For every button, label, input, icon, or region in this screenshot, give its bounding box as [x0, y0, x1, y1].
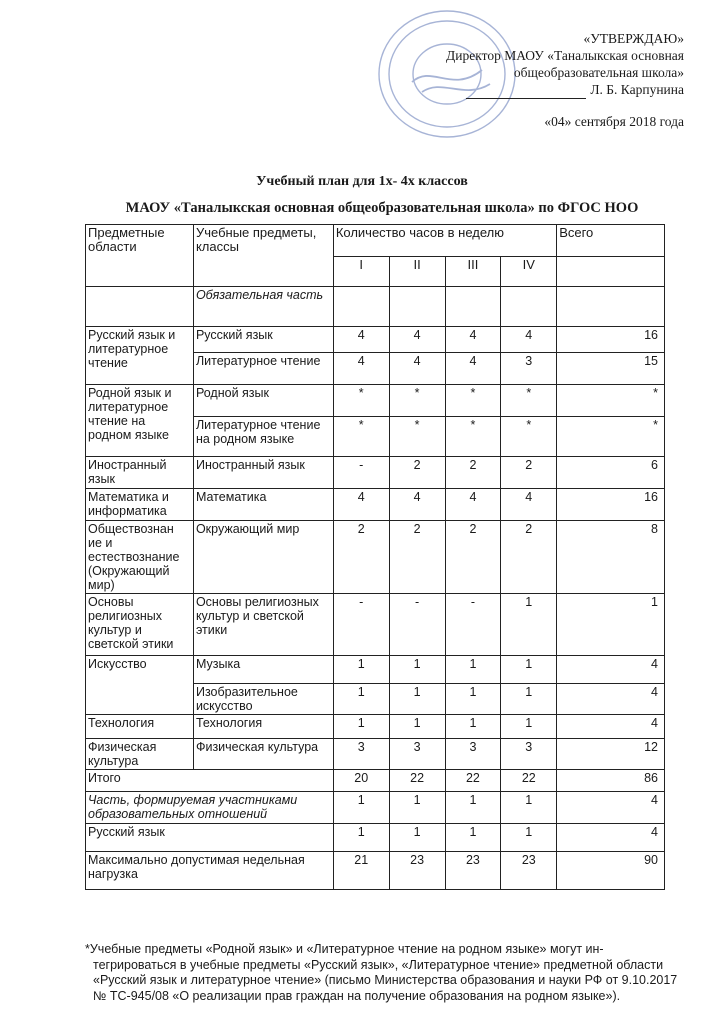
- curriculum-table: [85, 224, 665, 890]
- header-grade-1: I: [333, 257, 389, 287]
- hours-cell-grade-3: 4: [445, 489, 501, 521]
- footnote-line-4: № ТС-945/08 «О реализации прав граждан на получение образования на родном языке»).: [93, 988, 621, 1003]
- subject-cell: Окружающий мир: [193, 521, 333, 594]
- summary-total: 4: [557, 792, 665, 824]
- hours-cell-grade-3: 2: [445, 457, 501, 489]
- subject-cell: Родной язык: [193, 385, 333, 417]
- hours-cell-grade-2: *: [389, 385, 445, 417]
- hours-cell-grade-3: 1: [445, 656, 501, 684]
- summary-label: Максимально допустимая недельная нагрузка: [86, 852, 334, 890]
- hours-cell-grade-3: 1: [445, 684, 501, 715]
- summary-hours-grade-4: 1: [501, 824, 557, 852]
- hours-cell-grade-3: 1: [445, 715, 501, 739]
- header-subject-area: Предметные области: [86, 225, 194, 287]
- summary-label: Часть, формируемая участниками образовательных отношений: [86, 792, 334, 824]
- hours-cell-grade-3: -: [445, 594, 501, 656]
- summary-total: 86: [557, 770, 665, 792]
- mandatory-part-label: Обязательная часть: [193, 287, 333, 327]
- hours-cell-grade-3: *: [445, 385, 501, 417]
- table-row: [86, 327, 665, 353]
- hours-cell-grade-1: -: [333, 457, 389, 489]
- mandatory-blank-cell: [557, 287, 665, 327]
- hours-cell-grade-1: 1: [333, 715, 389, 739]
- hours-cell-grade-1: 1: [333, 656, 389, 684]
- total-cell: 6: [557, 457, 665, 489]
- total-cell: 4: [557, 684, 665, 715]
- summary-hours-grade-2: 22: [389, 770, 445, 792]
- mandatory-area-blank: [86, 287, 194, 327]
- hours-cell-grade-2: 3: [389, 739, 445, 770]
- document-subtitle: МАОУ «Таналыкская основная общеобразовательная школа» по ФГОС НОО: [125, 200, 639, 216]
- hours-cell-grade-3: 2: [445, 521, 501, 594]
- mandatory-blank-cell: [501, 287, 557, 327]
- summary-hours-grade-2: 1: [389, 792, 445, 824]
- hours-cell-grade-4: 2: [501, 521, 557, 594]
- hours-cell-grade-3: 4: [445, 353, 501, 385]
- total-cell: 16: [557, 489, 665, 521]
- mandatory-blank-cell: [445, 287, 501, 327]
- hours-cell-grade-1: 4: [333, 489, 389, 521]
- approval-heading: «УТВЕРЖДАЮ»: [583, 31, 684, 46]
- header-grade-4: IV: [501, 257, 557, 287]
- total-cell: 4: [557, 656, 665, 684]
- hours-cell-grade-4: 3: [501, 353, 557, 385]
- footnote-line-3: «Русский язык и литературное чтение» (письмо Министерства образования и науки РФ от 9.10.2017: [93, 973, 678, 987]
- header-subject: Учебные предметы, классы: [193, 225, 333, 287]
- table-row: [86, 489, 665, 521]
- hours-cell-grade-2: 1: [389, 684, 445, 715]
- total-cell: 16: [557, 327, 665, 353]
- hours-cell-grade-1: 4: [333, 353, 389, 385]
- hours-cell-grade-2: 2: [389, 521, 445, 594]
- summary-hours-grade-3: 23: [445, 852, 501, 890]
- summary-hours-grade-4: 23: [501, 852, 557, 890]
- summary-hours-grade-1: 20: [333, 770, 389, 792]
- hours-cell-grade-2: 4: [389, 327, 445, 353]
- subject-area-cell: Математика и информатика: [86, 489, 194, 521]
- hours-cell-grade-1: *: [333, 417, 389, 457]
- approval-position-line2: общеобразовательная школа»: [513, 65, 684, 80]
- footnote-line-2: тегрироваться в учебные предметы «Русский язык», «Литературное чтение» предметной области: [93, 957, 664, 972]
- summary-hours-grade-4: 1: [501, 792, 557, 824]
- hours-cell-grade-4: *: [501, 417, 557, 457]
- hours-cell-grade-2: 2: [389, 457, 445, 489]
- table-row: [86, 715, 665, 739]
- total-cell: 4: [557, 715, 665, 739]
- footnote-line-1: *Учебные предметы «Родной язык» и «Литературное чтение на родном языке» могут ин-: [85, 942, 604, 956]
- table-row: [86, 385, 665, 417]
- subject-cell: Иностранный язык: [193, 457, 333, 489]
- summary-row: [86, 792, 665, 824]
- approval-signature-line: [446, 81, 684, 99]
- header-hours-per-week: Количество часов в неделю: [333, 225, 556, 257]
- hours-cell-grade-2: 1: [389, 656, 445, 684]
- hours-cell-grade-1: -: [333, 594, 389, 656]
- summary-hours-grade-4: 22: [501, 770, 557, 792]
- total-cell: 1: [557, 594, 665, 656]
- hours-cell-grade-2: 4: [389, 353, 445, 385]
- summary-row: [86, 824, 665, 852]
- table-row: [86, 594, 665, 656]
- subject-area-cell: Технология: [86, 715, 194, 739]
- subject-area-cell: Родной язык и литературное чтение на родном языке: [86, 385, 194, 457]
- hours-cell-grade-2: 1: [389, 715, 445, 739]
- summary-label: Итого: [86, 770, 334, 792]
- hours-cell-grade-1: *: [333, 385, 389, 417]
- total-cell: *: [557, 385, 665, 417]
- hours-cell-grade-4: *: [501, 385, 557, 417]
- footnote: [85, 942, 717, 1004]
- mandatory-blank-cell: [389, 287, 445, 327]
- subject-area-cell: Физическая культура: [86, 739, 194, 770]
- subject-cell: Физическая культура: [193, 739, 333, 770]
- subject-area-cell: Искусство: [86, 656, 194, 715]
- summary-row: [86, 770, 665, 792]
- signer-name: Л. Б. Карпунина: [590, 82, 684, 97]
- hours-cell-grade-4: 4: [501, 489, 557, 521]
- total-cell: 12: [557, 739, 665, 770]
- approval-block: [446, 30, 684, 130]
- hours-cell-grade-1: 2: [333, 521, 389, 594]
- subject-cell: Литературное чтение на родном языке: [193, 417, 333, 457]
- subject-area-cell: Русский язык и литературное чтение: [86, 327, 194, 385]
- subject-area-cell: Обществознан ие и естествознание (Окружающий мир): [86, 521, 194, 594]
- mandatory-part-row: [86, 287, 665, 327]
- subject-cell: Музыка: [193, 656, 333, 684]
- header-grade-3: III: [445, 257, 501, 287]
- hours-cell-grade-4: 3: [501, 739, 557, 770]
- hours-cell-grade-2: *: [389, 417, 445, 457]
- hours-cell-grade-4: 4: [501, 327, 557, 353]
- document-title: Учебный план для 1х- 4х классов: [256, 174, 468, 189]
- signature-blank: [466, 81, 586, 99]
- hours-cell-grade-4: 1: [501, 656, 557, 684]
- subject-cell: Изобразительное искусство: [193, 684, 333, 715]
- summary-hours-grade-1: 1: [333, 792, 389, 824]
- header-total-blank: [557, 257, 665, 287]
- hours-cell-grade-2: 4: [389, 489, 445, 521]
- summary-total: 90: [557, 852, 665, 890]
- subject-cell: Литературное чтение: [193, 353, 333, 385]
- hours-cell-grade-4: 1: [501, 715, 557, 739]
- total-cell: *: [557, 417, 665, 457]
- summary-hours-grade-3: 22: [445, 770, 501, 792]
- approval-date: «04» сентября 2018 года: [544, 114, 684, 129]
- hours-cell-grade-3: 3: [445, 739, 501, 770]
- hours-cell-grade-2: -: [389, 594, 445, 656]
- subject-cell: Русский язык: [193, 327, 333, 353]
- summary-hours-grade-1: 21: [333, 852, 389, 890]
- hours-cell-grade-4: 1: [501, 594, 557, 656]
- table-row: [86, 739, 665, 770]
- header-total: Всего: [557, 225, 665, 257]
- hours-cell-grade-3: *: [445, 417, 501, 457]
- header-grade-2: II: [389, 257, 445, 287]
- subject-area-cell: Основы религиозных культур и светской этики: [86, 594, 194, 656]
- subject-area-cell: Иностранный язык: [86, 457, 194, 489]
- summary-hours-grade-1: 1: [333, 824, 389, 852]
- total-cell: 15: [557, 353, 665, 385]
- table-row: [86, 457, 665, 489]
- subject-cell: Технология: [193, 715, 333, 739]
- summary-hours-grade-3: 1: [445, 792, 501, 824]
- summary-label: Русский язык: [86, 824, 334, 852]
- summary-row: [86, 852, 665, 890]
- subject-cell: Основы религиозных культур и светской этики: [193, 594, 333, 656]
- hours-cell-grade-1: 3: [333, 739, 389, 770]
- hours-cell-grade-3: 4: [445, 327, 501, 353]
- approval-position-line1: Директор МАОУ «Таналыкская основная: [446, 48, 684, 63]
- summary-hours-grade-2: 23: [389, 852, 445, 890]
- summary-total: 4: [557, 824, 665, 852]
- hours-cell-grade-1: 4: [333, 327, 389, 353]
- table-row: [86, 656, 665, 684]
- hours-cell-grade-4: 1: [501, 684, 557, 715]
- hours-cell-grade-1: 1: [333, 684, 389, 715]
- table-row: [86, 521, 665, 594]
- subject-cell: Математика: [193, 489, 333, 521]
- total-cell: 8: [557, 521, 665, 594]
- mandatory-blank-cell: [333, 287, 389, 327]
- summary-hours-grade-2: 1: [389, 824, 445, 852]
- summary-hours-grade-3: 1: [445, 824, 501, 852]
- hours-cell-grade-4: 2: [501, 457, 557, 489]
